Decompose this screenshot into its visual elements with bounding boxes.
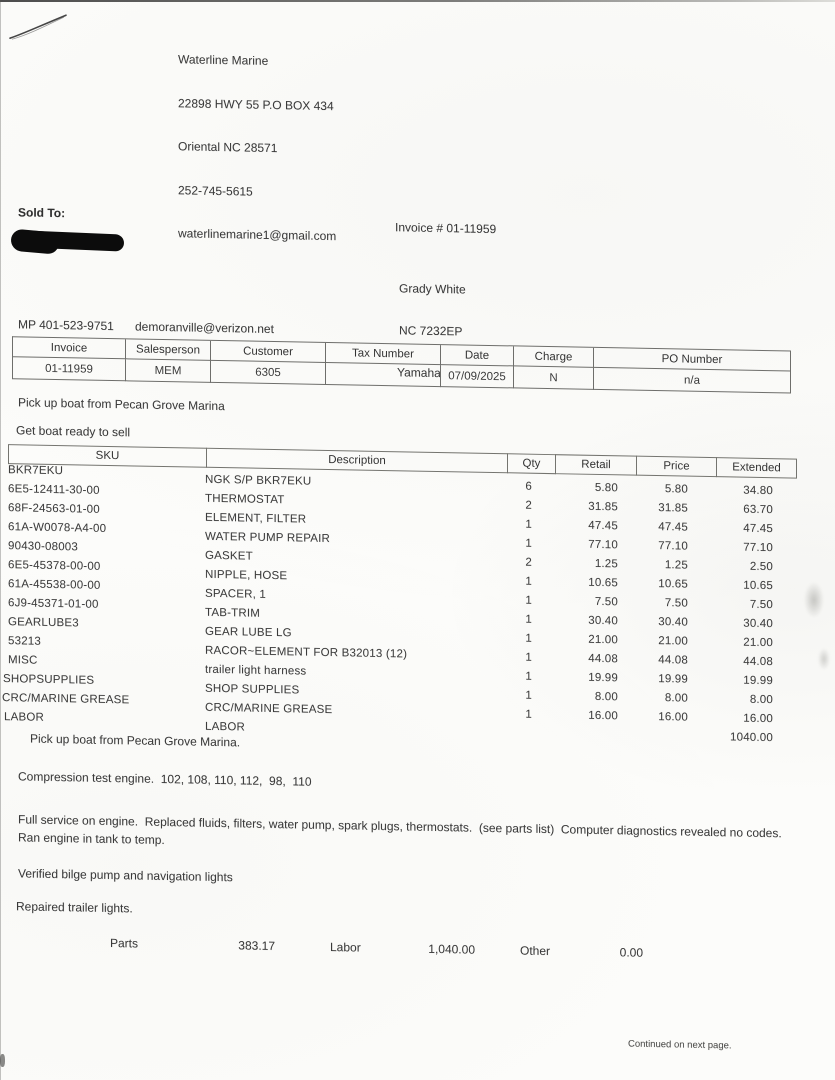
- invoice-ref: Invoice # 01-11959: [395, 220, 497, 237]
- continued-footer: Continued on next page.: [628, 1038, 732, 1052]
- item-sku: 61A-45538-00-00: [8, 578, 101, 592]
- items-header-sku: SKU: [8, 444, 207, 468]
- parts-label: Parts: [110, 936, 139, 951]
- boat-engine: Yamaha: [397, 365, 441, 381]
- items-header-retail: Retail: [555, 454, 637, 476]
- item-description: CRC/MARINE GREASE: [205, 701, 333, 717]
- item-sku: 6E5-12411-30-00: [8, 483, 100, 497]
- item-sku: 6E5-45378-00-00: [8, 559, 101, 573]
- items-header-extended: Extended: [716, 457, 797, 478]
- labor-label: Labor: [330, 940, 361, 955]
- item-description: GEAR LUBE LG: [205, 625, 292, 640]
- info-value-salesperson: MEM: [126, 359, 211, 383]
- item-amounts-row: 1 21.00 21.00 21.00: [525, 632, 773, 650]
- item-amounts-row: 2 31.85 31.85 63.70: [525, 499, 773, 517]
- items-header-desc: Description: [206, 448, 508, 474]
- item-description: SHOP SUPPLIES: [205, 682, 300, 697]
- company-address1: 22898 HWY 55 P.O BOX 434: [178, 95, 334, 113]
- info-value-po-number: n/a: [594, 368, 791, 394]
- item-amounts-row: 1 47.45 47.45 47.45: [525, 518, 773, 536]
- info-header-salesperson: Salesperson: [126, 339, 211, 361]
- company-block: [178, 23, 336, 272]
- item-amounts-row: 2 1.25 1.25 2.50: [525, 556, 773, 574]
- other-label: Other: [520, 943, 551, 959]
- info-value-tax-number: [326, 363, 441, 387]
- info-value-charge: N: [514, 366, 594, 389]
- note-bilge: Verified bilge pump and navigation lights: [18, 866, 233, 885]
- boat-make: Grady White: [399, 281, 466, 297]
- item-sku: 68F-24563-01-00: [8, 502, 100, 516]
- sold-to-label: Sold To:: [18, 205, 66, 221]
- info-value-customer: 6305: [211, 361, 326, 385]
- info-header-customer: Customer: [211, 341, 326, 363]
- item-sku: LABOR: [4, 711, 44, 724]
- customer-phone: MP 401-523-9751: [18, 317, 114, 334]
- item-sku: GEARLUBE3: [8, 616, 79, 630]
- item-description: GASKET: [205, 549, 253, 563]
- item-amounts-row: 1 19.99 19.99 19.99: [525, 670, 773, 688]
- labor-value: 1,040.00: [428, 941, 475, 957]
- items-header-price: Price: [636, 456, 717, 477]
- items-description-column: [205, 472, 407, 742]
- labor-note: Pick up boat from Pecan Grove Marina.: [30, 731, 241, 750]
- pen-mark: [6, 8, 76, 43]
- company-phone: 252-745-5615: [178, 182, 253, 199]
- item-amounts-row: 1 16.00 16.00 16.00: [525, 708, 773, 726]
- item-description: WATER PUMP REPAIR: [205, 530, 331, 546]
- item-amounts-row: 1 77.10 77.10 77.10: [525, 537, 773, 555]
- item-description: SPACER, 1: [205, 587, 267, 601]
- item-description: LABOR: [205, 720, 245, 734]
- item-sku: 53213: [8, 635, 41, 648]
- items-header-qty: Qty: [507, 453, 556, 474]
- info-header-charge: Charge: [514, 346, 594, 367]
- items-sku-column: [2, 462, 130, 730]
- boat-registration: NC 7232EP: [399, 323, 463, 339]
- item-sku: 61A-W0078-A4-00: [8, 521, 107, 535]
- item-sku: BKR7EKU: [8, 464, 64, 478]
- item-description: THERMOSTAT: [205, 492, 285, 507]
- item-description: NGK S/P BKR7EKU: [205, 473, 312, 488]
- info-header-tax-number: Tax Number: [326, 343, 441, 365]
- info-value-invoice: 01-11959: [13, 357, 126, 381]
- item-sku: 6J9-45371-01-00: [8, 597, 99, 611]
- item-description: NIPPLE, HOSE: [205, 568, 288, 583]
- item-sku: CRC/MARINE GREASE: [2, 692, 130, 707]
- item-amounts-row: 6 5.80 5.80 34.80: [525, 480, 773, 498]
- note-trailer: Repaired trailer lights.: [16, 899, 133, 916]
- company-name: Waterline Marine: [178, 52, 269, 68]
- note-full-service: Full service on engine. Replaced fluids, filters, water pump, spark plugs, thermostats. (see parts list) Computer diagnostics revealed no codes. Ran engine in tank to temp.: [18, 812, 789, 848]
- item-sku: SHOPSUPPLIES: [3, 673, 95, 687]
- customer-email: demoranville@verizon.net: [135, 319, 274, 337]
- item-description: RACOR~ELEMENT FOR B32013 (12): [205, 644, 408, 661]
- other-value: 0.00: [619, 945, 643, 960]
- job-note-pickup: Pick up boat from Pecan Grove Marina: [18, 395, 225, 414]
- item-description: TAB-TRIM: [205, 606, 261, 620]
- info-header-date: Date: [441, 345, 514, 366]
- item-amounts-row: 1 10.65 10.65 10.65: [525, 575, 773, 593]
- info-value-date: 07/09/2025: [441, 365, 514, 388]
- item-amounts-row: 1 44.08 44.08 44.08: [525, 651, 773, 669]
- item-description: trailer light harness: [205, 663, 307, 678]
- parts-value: 383.17: [238, 938, 275, 954]
- company-address2: Oriental NC 28571: [178, 139, 278, 156]
- item-amounts-row: 1040.00: [730, 731, 773, 745]
- item-description: ELEMENT, FILTER: [205, 511, 307, 526]
- note-compression: Compression test engine. 102, 108, 110, 112, 98, 110: [18, 769, 312, 789]
- item-amounts-row: 1 8.00 8.00 8.00: [525, 689, 773, 707]
- item-amounts-row: 1 30.40 30.40 30.40: [525, 613, 773, 631]
- item-amounts-row: 1 7.50 7.50 7.50: [525, 594, 773, 612]
- item-sku: 90430-08003: [8, 540, 78, 554]
- item-sku: MISC: [8, 654, 38, 667]
- info-table: [12, 336, 791, 393]
- job-note-ready: Get boat ready to sell: [16, 423, 131, 440]
- items-amounts-column: [495, 478, 773, 749]
- redaction-mark: [0, 0, 835, 15]
- company-email: waterlinemarine1@gmail.com: [178, 226, 337, 244]
- info-header-po-number: PO Number: [594, 348, 791, 372]
- info-header-invoice: Invoice: [13, 337, 126, 359]
